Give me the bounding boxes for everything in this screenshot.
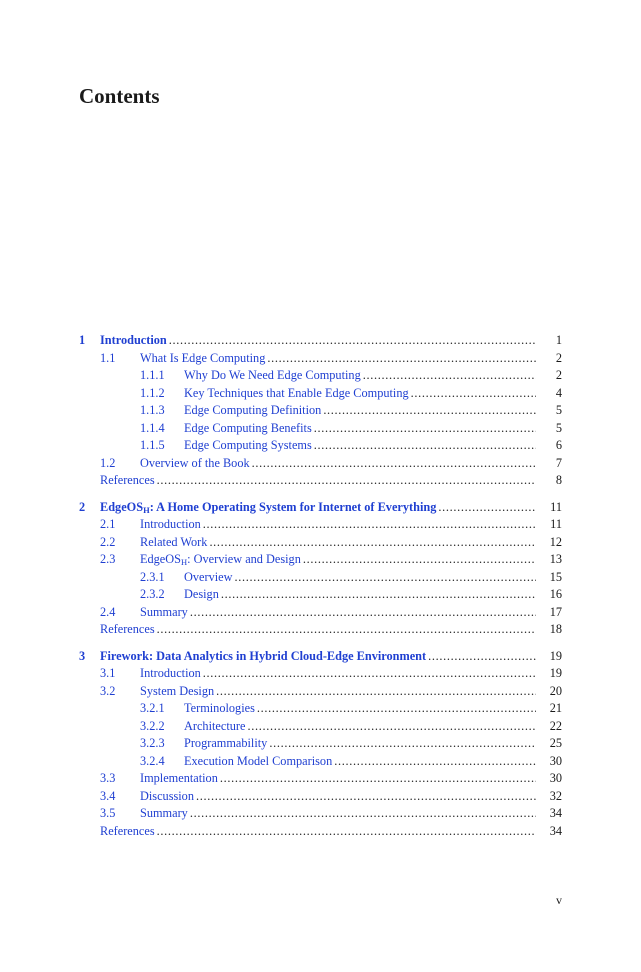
page-number: 17 [549, 604, 562, 619]
page-title: Contents [79, 84, 160, 108]
toc-subsection[interactable] [79, 437, 562, 455]
toc-section[interactable] [79, 534, 562, 552]
subsection-number: 1.1.1 [140, 368, 165, 382]
subsection-title: Edge Computing Definition [184, 403, 322, 417]
page-number: 21 [549, 701, 562, 715]
toc-section[interactable] [79, 665, 562, 683]
subsection-number: 3.2.4 [140, 753, 165, 768]
toc-subsection[interactable] [79, 753, 562, 771]
section-title: Introduction [140, 666, 201, 680]
section-number: 2.1 [100, 517, 116, 531]
page-number: 2 [555, 350, 562, 365]
subsection-title: Execution Model Comparison [184, 753, 333, 768]
toc-chapter-1[interactable] [79, 332, 562, 350]
toc-section[interactable] [79, 455, 562, 473]
subsection-number: 2.3.1 [140, 569, 165, 584]
subsection-title: Overview [184, 569, 233, 584]
page-number: 20 [549, 683, 562, 698]
toc-section[interactable] [79, 770, 562, 788]
chapter-number: 1 [79, 333, 86, 347]
section-title [140, 551, 303, 569]
section-title: Discussion [140, 788, 194, 803]
subsection-number: 1.1.3 [140, 403, 165, 417]
section-title-rest: : Overview and Design [187, 552, 301, 566]
subsection-title: Programmability [184, 736, 268, 750]
section-title: Overview of the Book [140, 455, 250, 470]
page-number: 34 [549, 823, 562, 838]
section-number: 2.4 [100, 604, 116, 619]
section-number: 3.5 [100, 806, 116, 820]
chapter-title: Introduction [100, 333, 167, 347]
references-title: References [100, 823, 155, 838]
page-number: 5 [555, 420, 562, 435]
page-number: 30 [549, 753, 562, 768]
section-number: 2.2 [100, 534, 116, 549]
page-number: 19 [549, 648, 562, 663]
subsection-title: Design [184, 587, 219, 601]
section-number: 1.2 [100, 455, 116, 470]
section-title-subscript: H [181, 557, 188, 567]
page-number: 34 [549, 806, 562, 820]
subsection-number: 3.2.2 [140, 718, 165, 733]
section-number: 1.1 [100, 350, 116, 365]
page-number: 32 [549, 788, 562, 803]
page-number: 4 [555, 385, 562, 400]
subsection-number: 3.2.1 [140, 701, 165, 715]
toc-section[interactable] [79, 604, 562, 622]
toc-references[interactable] [79, 621, 562, 639]
toc-section[interactable] [79, 350, 562, 368]
page-number: 7 [555, 455, 562, 470]
page-number: 12 [549, 534, 562, 549]
chapter-title-subscript: H [143, 504, 150, 515]
section-title-main: EdgeOS [140, 552, 181, 566]
page-folio: v [556, 893, 562, 907]
page-number: 11 [550, 517, 562, 531]
subsection-number: 1.1.4 [140, 420, 165, 435]
toc-subsection[interactable] [79, 385, 562, 403]
page-number: 30 [549, 771, 562, 785]
chapter-number: 3 [79, 648, 86, 663]
table-of-contents [79, 332, 562, 840]
chapter-number: 2 [79, 499, 86, 514]
chapter-title [100, 499, 438, 517]
toc-section[interactable] [79, 551, 562, 569]
section-title: Summary [140, 806, 188, 820]
toc-subsection[interactable] [79, 586, 562, 604]
toc-subsection[interactable] [79, 402, 562, 420]
section-number: 2.3 [100, 552, 116, 566]
subsection-title: Key Techniques that Enable Edge Computing [184, 385, 409, 400]
section-number: 3.2 [100, 683, 116, 698]
subsection-title: Terminologies [184, 701, 255, 715]
references-title: References [100, 622, 155, 636]
toc-subsection[interactable] [79, 718, 562, 736]
page-number: 11 [550, 499, 562, 514]
section-number: 3.4 [100, 788, 116, 803]
toc-chapter-3[interactable] [79, 648, 562, 666]
section-title: Related Work [140, 534, 208, 549]
page-number: 2 [555, 368, 562, 382]
toc-section[interactable] [79, 805, 562, 823]
subsection-number: 1.1.2 [140, 385, 165, 400]
toc-references[interactable] [79, 472, 562, 490]
section-number: 3.1 [100, 666, 116, 680]
toc-subsection[interactable] [79, 420, 562, 438]
page-number: 1 [555, 333, 562, 347]
subsection-title: Architecture [184, 718, 246, 733]
chapter-title-rest: : A Home Operating System for Internet of Everything [149, 499, 437, 514]
subsection-number: 3.2.3 [140, 736, 165, 750]
subsection-title: Edge Computing Benefits [184, 420, 312, 435]
toc-subsection[interactable] [79, 735, 562, 753]
section-title: Implementation [140, 771, 218, 785]
toc-subsection[interactable] [79, 367, 562, 385]
toc-subsection[interactable] [79, 700, 562, 718]
section-number: 3.3 [100, 771, 116, 785]
toc-chapter-2[interactable] [79, 499, 562, 517]
toc-subsection[interactable] [79, 569, 562, 587]
section-title: System Design [140, 683, 215, 698]
subsection-title: Edge Computing Systems [184, 438, 312, 452]
section-title: Summary [140, 604, 188, 619]
page-number: 8 [555, 473, 562, 487]
page-number: 6 [555, 438, 562, 452]
toc-references[interactable] [79, 823, 562, 841]
references-title: References [100, 473, 155, 487]
page-number: 13 [549, 552, 562, 566]
toc-section[interactable] [79, 683, 562, 701]
chapter-title-main: EdgeOS [100, 499, 144, 514]
subsection-number: 2.3.2 [140, 587, 165, 601]
page-number: 16 [549, 587, 562, 601]
subsection-number: 1.1.5 [140, 438, 165, 452]
page-number: 19 [549, 666, 562, 680]
page-number: 18 [549, 622, 562, 636]
toc-section[interactable] [79, 788, 562, 806]
toc-section[interactable] [79, 516, 562, 534]
section-title: What Is Edge Computing [140, 350, 266, 365]
page-number: 5 [555, 403, 562, 417]
subsection-title: Why Do We Need Edge Computing [184, 368, 361, 382]
section-title: Introduction [140, 517, 201, 531]
page-number: 25 [549, 736, 562, 750]
chapter-title: Firework: Data Analytics in Hybrid Cloud-Edge Environment [100, 648, 427, 663]
page-number: 15 [549, 569, 562, 584]
page-number: 22 [549, 718, 562, 733]
